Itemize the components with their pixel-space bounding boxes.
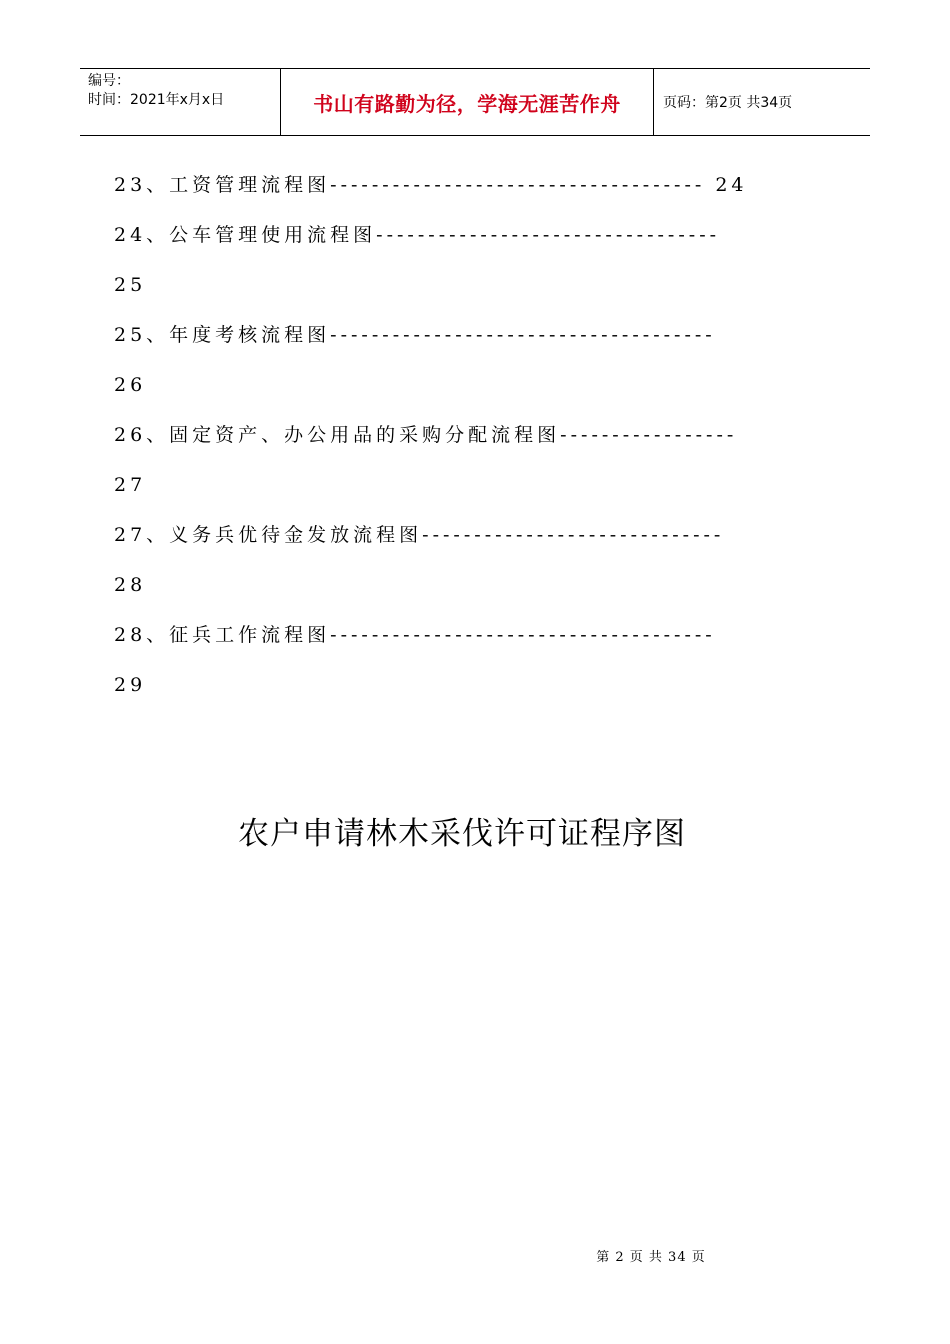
toc-line: 27、义务兵优待金发放流程图-----------------------------	[114, 524, 725, 546]
header-meta	[80, 69, 281, 135]
toc-line: 25、年度考核流程图-------------------------------------	[114, 324, 716, 346]
toc-line: 28、征兵工作流程图-------------------------------------	[114, 624, 716, 646]
toc-line: 29	[114, 674, 147, 696]
toc-line: 28	[114, 574, 147, 596]
toc-line: 27	[114, 474, 147, 496]
toc-line: 25	[114, 274, 147, 296]
header-motto: 书山有路勤为径，学海无涯苦作舟	[313, 91, 621, 116]
time-label: 时间：2021年x月x日	[88, 92, 225, 108]
toc-line: 26、固定资产、办公用品的采购分配流程图-----------------	[114, 424, 738, 446]
toc-line: 23、工资管理流程图------------------------------------ 24	[114, 174, 748, 196]
document-title: 农户申请林木采伐许可证程序图	[238, 816, 686, 852]
table-of-contents	[114, 170, 794, 720]
number-label: 编号：	[88, 73, 130, 89]
header-motto-cell	[281, 69, 654, 135]
header-page-info: 页码：第2页 共34页	[663, 95, 793, 111]
page-header	[80, 68, 870, 136]
toc-line: 24、公车管理使用流程图---------------------------------	[114, 224, 721, 246]
toc-line: 26	[114, 374, 147, 396]
page-footer: 第 2 页 共 34 页	[596, 1250, 706, 1265]
